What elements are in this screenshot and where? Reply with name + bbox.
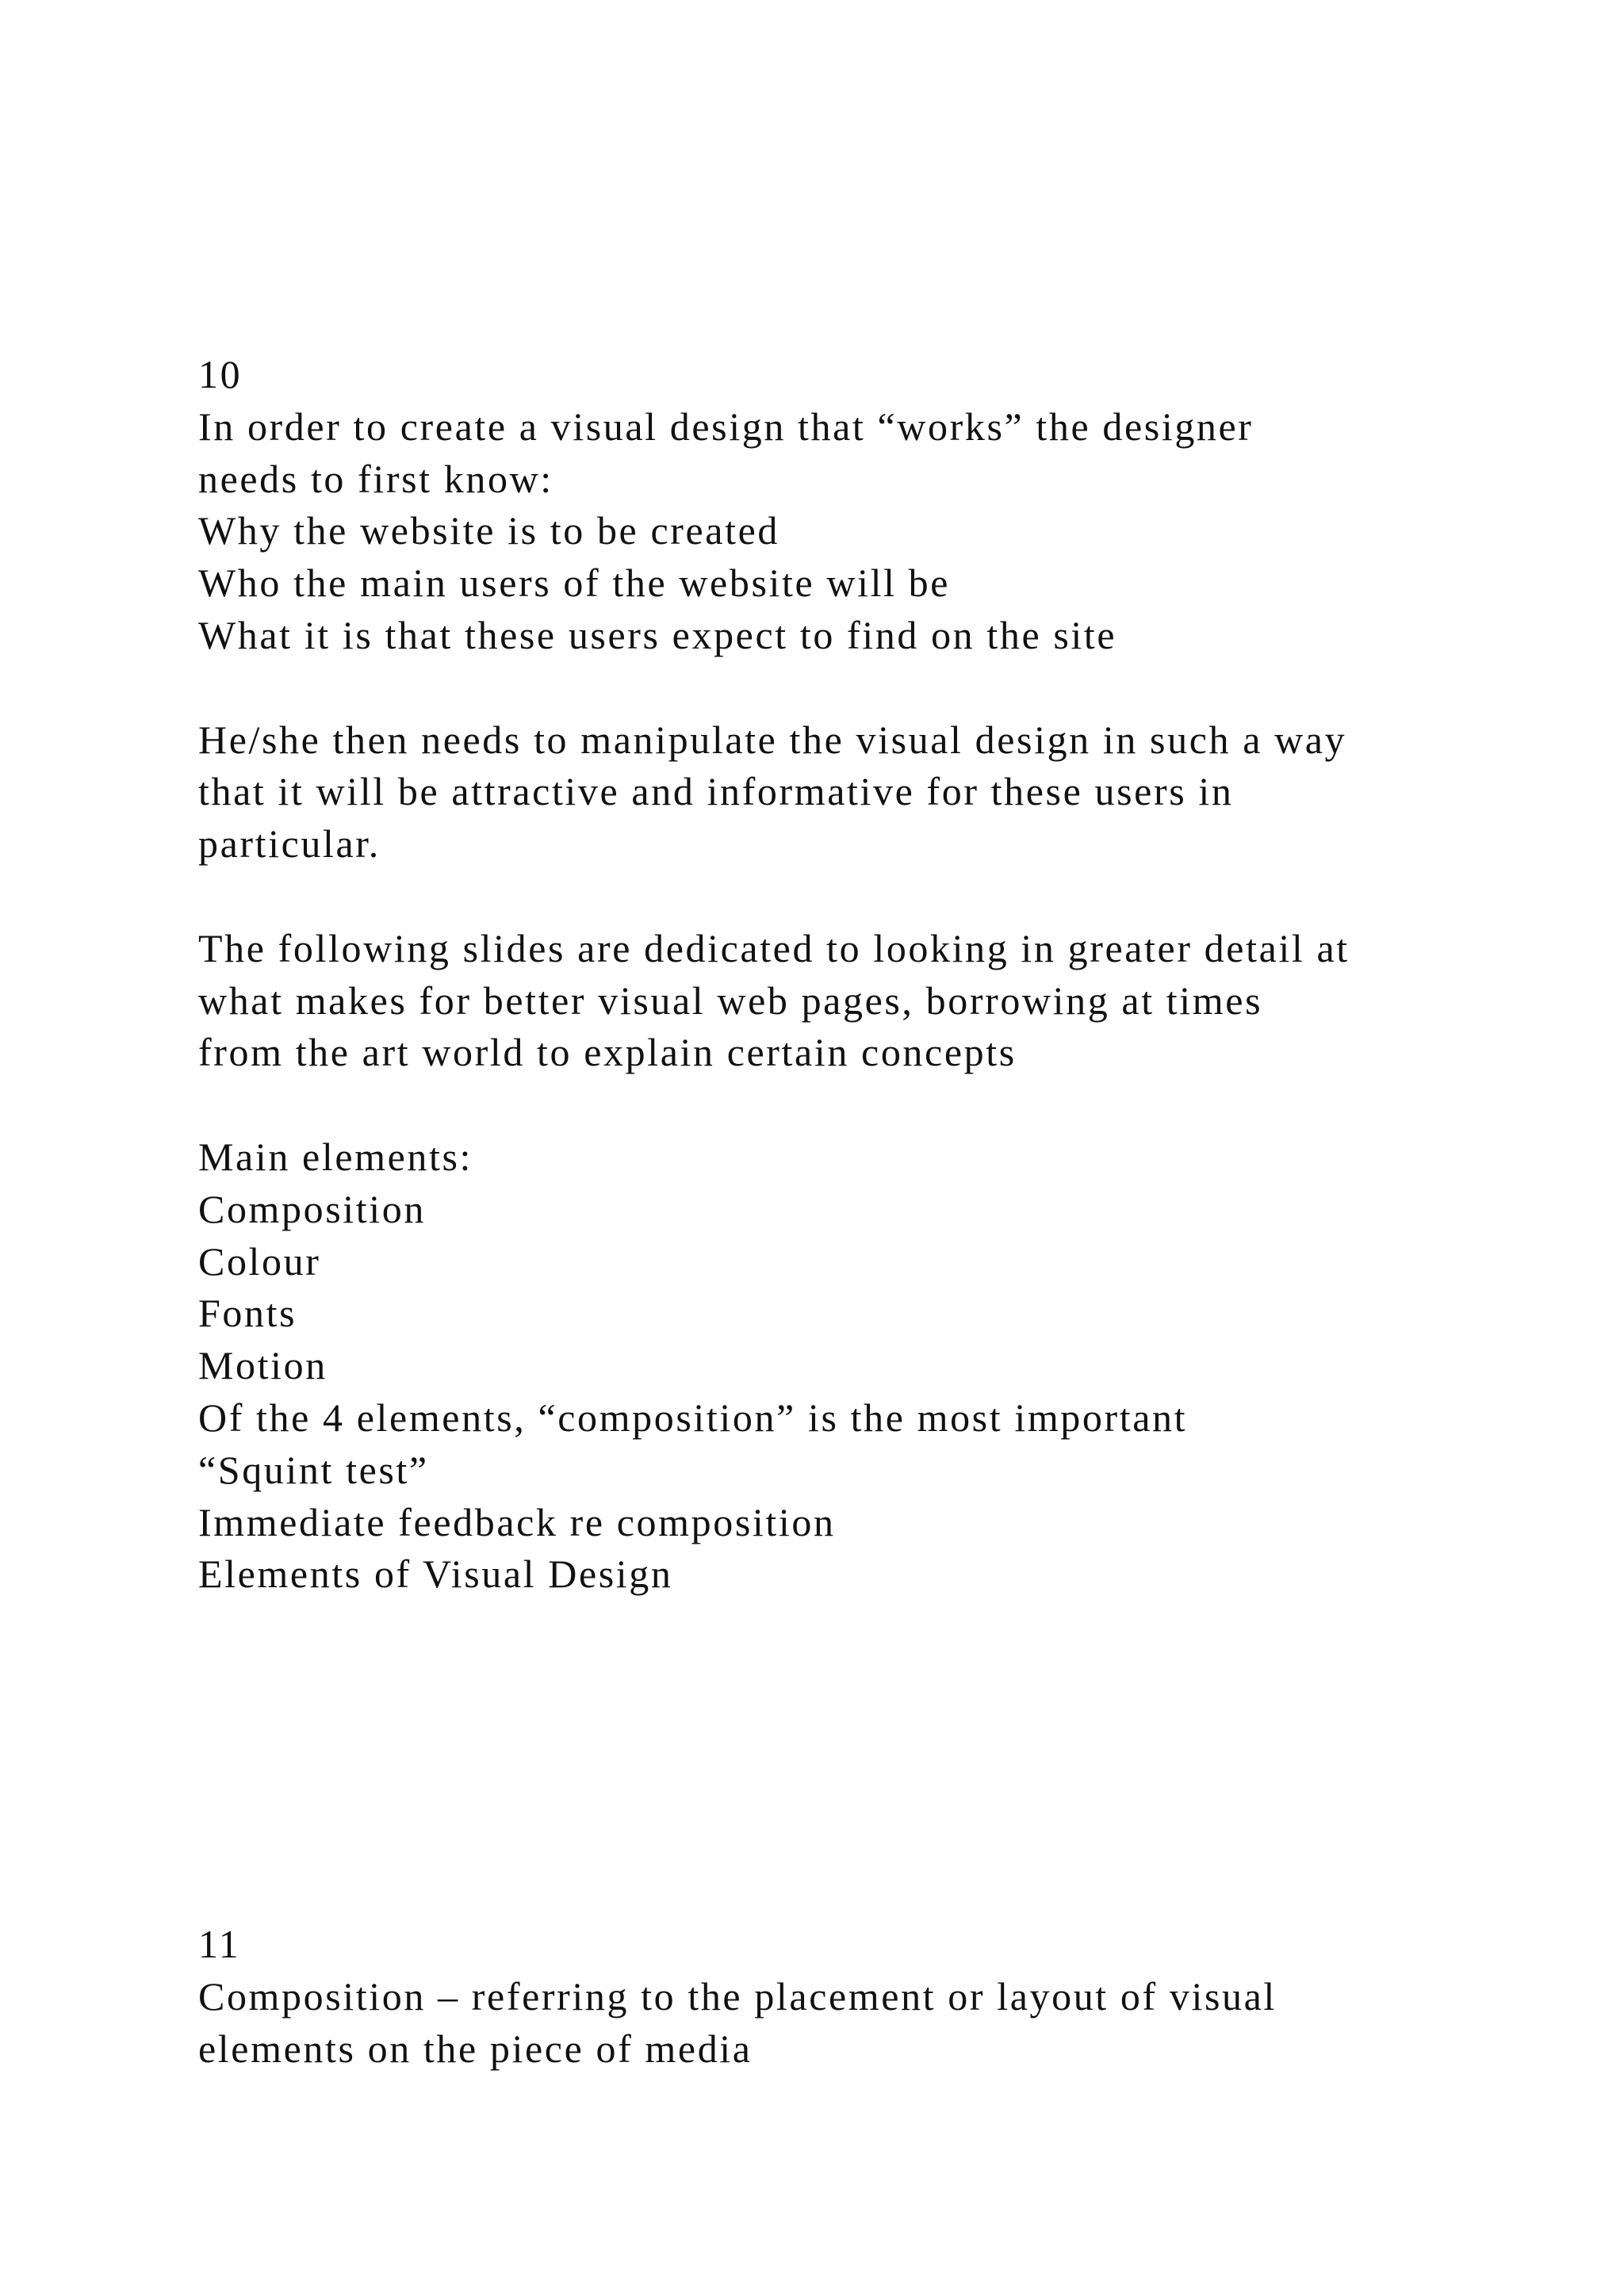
definition-line: Composition – referring to the placement or layout of visual <box>198 1973 1277 2019</box>
intro-line: In order to create a visual design that “works” the designer <box>198 404 1254 449</box>
note-line: Immediate feedback re composition <box>198 1499 836 1544</box>
paragraph-gap <box>198 1079 1507 1131</box>
slide-11-notes <box>198 1919 1507 2075</box>
paragraph-line: The following slides are dedicated to looking in greater detail at <box>198 925 1350 970</box>
paragraph-gap <box>198 871 1507 923</box>
paragraph-line: that it will be attractive and informative for these users in <box>198 769 1234 814</box>
note-line: “Squint test” <box>198 1447 429 1492</box>
need-item: Why the website is to be created <box>198 508 779 553</box>
need-item: What it is that these users expect to find on the site <box>198 612 1117 657</box>
main-element-item: Motion <box>198 1343 327 1388</box>
main-elements-heading: Main elements: <box>198 1134 473 1179</box>
need-item: Who the main users of the website will be <box>198 561 951 606</box>
main-element-item: Colour <box>198 1238 321 1284</box>
slide-title: Elements of Visual Design <box>198 1552 673 1597</box>
intro-line: needs to first know: <box>198 456 553 501</box>
slide-number: 11 <box>198 1922 241 1966</box>
main-element-item: Fonts <box>198 1291 297 1336</box>
definition-line: elements on the piece of media <box>198 2026 753 2071</box>
slide-number: 10 <box>198 352 243 396</box>
slide-10-notes <box>198 349 1507 1601</box>
paragraph-line: He/she then needs to manipulate the visual design in such a way <box>198 717 1347 762</box>
main-element-item: Composition <box>198 1186 426 1231</box>
paragraph-line: particular. <box>198 821 381 867</box>
paragraph-line: from the art world to explain certain concepts <box>198 1030 1017 1075</box>
paragraph-gap <box>198 662 1507 714</box>
paragraph-line: what makes for better visual web pages, borrowing at times <box>198 978 1263 1023</box>
note-line: Of the 4 elements, “composition” is the most important <box>198 1395 1188 1440</box>
